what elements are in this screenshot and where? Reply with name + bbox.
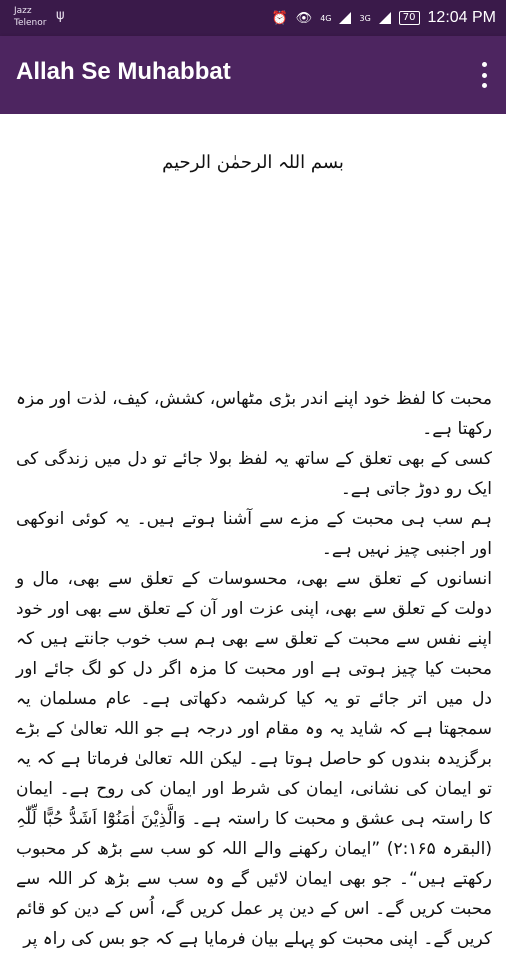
signal-icon-1 <box>339 12 351 24</box>
carrier-names <box>14 5 46 29</box>
usb-icon: ψ <box>56 8 65 23</box>
carrier-2: Telenor <box>14 18 47 28</box>
paragraph: انسانوں کے تعلق سے بھی، محسوسات کے تعلق سے بھی، مال و دولت کے تعلق سے بھی، اپنی عزت اور آن کے تعلق سے بھی اور خود اپنے نفس سے محبت کے تعلق سے بھی ہم سب خوب جانتے ہیں کہ محبت کیا چیز ہوتی ہے اور محبت کا مزہ اگر دل کو لگ جائے اور دل میں اتر جائے تو یہ کیا کرشمہ دکھاتی ہے۔ عام مسلمان یہ سمجھتا ہے کہ شاید یہ وہ مقام اور درجہ ہے جو اللہ تعالیٰ کے بڑے برگزیدہ بندوں کو حاصل ہوتا ہے۔ لیکن اللہ تعالیٰ فرماتا ہے کہ یہ تو ایمان کی نشانی، ایمان کی شرط اور ایمان کی روح ہے۔ ایمان کا راستہ ہی عشق و محبت کا راستہ ہے۔ وَالَّذِیْنَ اٰمَنُوْٓا اَشَدُّ حُبًّا لِّلّٰہِ (البقرہ ۲:۱۶۵) ”ایمان رکھنے والے اللہ کو سب سے بڑھ کر محبوب رکھتے ہیں“۔ جو بھی ایمان لائیں گے وہ سب سے بڑھ کر اللہ سے محبت کریں گے۔ اس کے دین پر عمل کریں گے، اُس کے دین کو قائم کریں گے۔ اپنی محبت کو پہلے بیان فرمایا ہے کہ جو بس کی راہ پر <box>16 569 493 949</box>
article-body <box>16 384 492 954</box>
carrier-1: Jazz <box>14 6 32 16</box>
status-bar <box>0 0 506 36</box>
menu-dot <box>482 83 487 88</box>
app-bar <box>0 36 506 114</box>
net-type-2: 3G <box>359 13 371 23</box>
menu-dot <box>482 62 487 67</box>
net-type-1: 4G <box>320 13 332 23</box>
battery-icon: 70 <box>399 11 420 25</box>
eye-comfort-icon: 👁 <box>295 10 313 26</box>
alarm-icon: ⏰ <box>271 10 288 26</box>
clock: 12:04 PM <box>427 9 496 26</box>
overflow-menu-icon[interactable] <box>480 62 488 88</box>
menu-dot <box>482 73 487 78</box>
signal-icon-2 <box>379 12 391 24</box>
app-title: Allah Se Muhabbat <box>16 58 231 85</box>
paragraph: ہم سب ہی محبت کے مزے سے آشنا ہوتے ہیں۔ یہ کوئی انوکھی اور اجنبی چیز نہیں ہے۔ <box>16 509 492 559</box>
paragraph: محبت کا لفظ خود اپنے اندر بڑی مٹھاس، کشش، کیف، لذت اور مزہ رکھتا ہے۔ <box>16 389 492 439</box>
article-content[interactable] <box>0 114 506 949</box>
bismillah-heading: بسم اللہ الرحمٰن الرحیم <box>162 152 344 173</box>
paragraph: کسی کے بھی تعلق کے ساتھ یہ لفظ بولا جائے تو دل میں زندگی کی ایک رو دوڑ جاتی ہے۔ <box>16 449 492 499</box>
status-icons <box>271 9 496 27</box>
